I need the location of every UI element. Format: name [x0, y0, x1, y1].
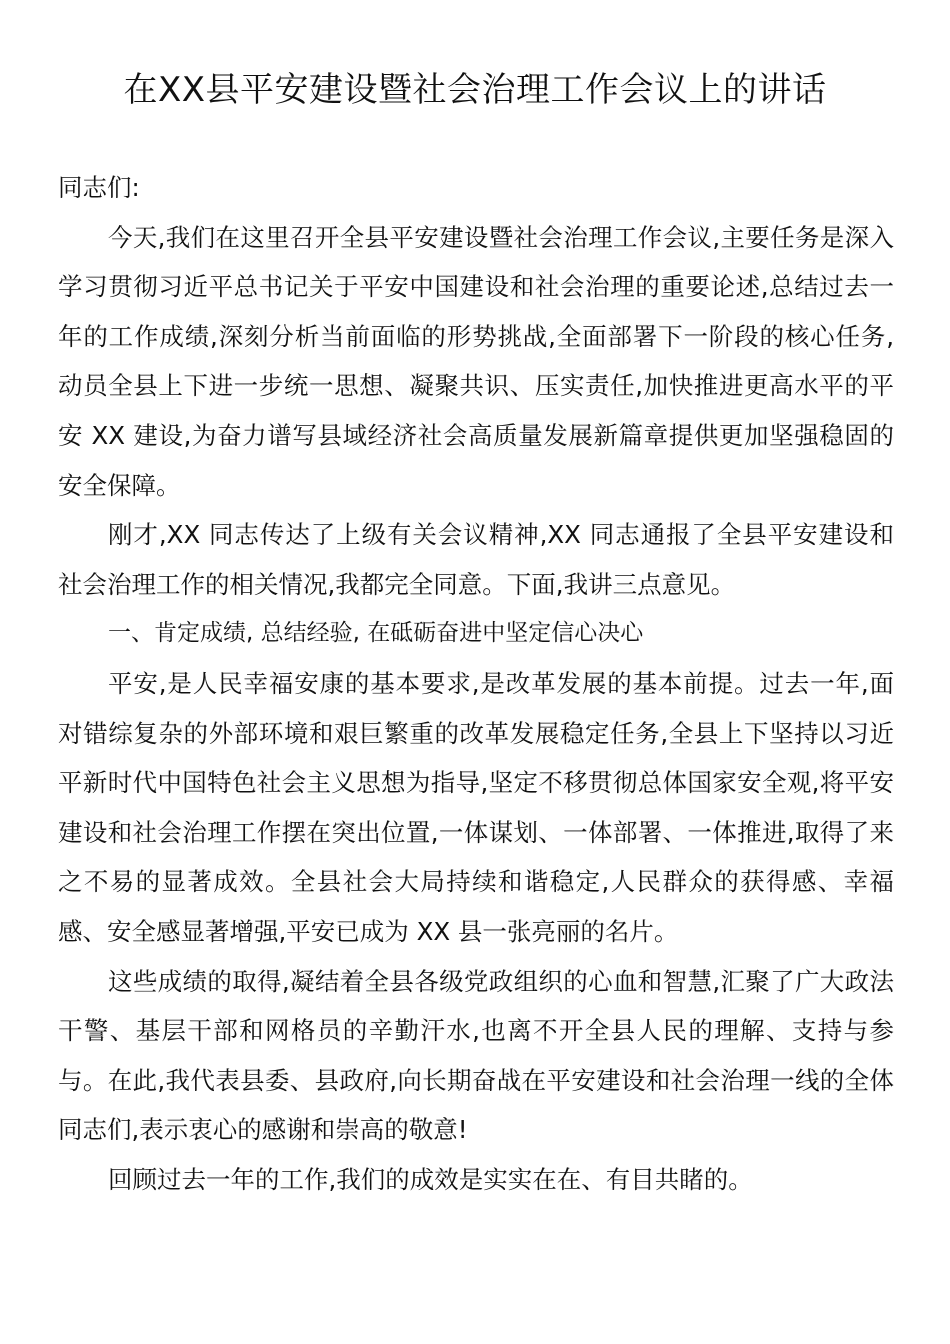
- paragraph-line: 安 XX 建设,为奋力谱写县域经济社会高质量发展新篇章提供更加坚强稳固的: [58, 420, 894, 450]
- paragraph-line: 动员全县上下进一步统一思想、凝聚共识、压实责任,加快推进更高水平的平: [58, 371, 894, 401]
- salutation: 同志们:: [58, 173, 140, 202]
- paragraph-line: 建设和社会治理工作摆在突出位置,一体谋划、一体部署、一体推进,取得了来: [58, 817, 894, 847]
- paragraph-line: 刚才,XX 同志传达了上级有关会议精神,XX 同志通报了全县平安建设和: [108, 520, 894, 550]
- paragraph-review: [58, 1155, 894, 1205]
- paragraph-line: 之不易的显著成效。全县社会大局持续和谐稳定,人民群众的获得感、幸福: [58, 867, 894, 897]
- paragraph-line: 干警、基层干部和网格员的辛勤汗水,也离不开全县人民的理解、支持与参: [58, 1016, 894, 1046]
- document-title: 在XX县平安建设暨社会治理工作会议上的讲话: [123, 70, 827, 110]
- paragraph-line: 感、安全感显著增强,平安已成为 XX 县一张亮丽的名片。: [58, 916, 679, 946]
- paragraph-line: 这些成绩的取得,凝结着全县各级党政组织的心血和智慧,汇聚了广大政法: [108, 966, 894, 996]
- paragraph-opening: [58, 213, 894, 511]
- paragraph-line: 回顾过去一年的工作,我们的成效是实实在在、有目共睹的。: [108, 1164, 753, 1194]
- paragraph-line: 年的工作成绩,深刻分析当前面临的形势挑战,全面部署下一阶段的核心任务,: [58, 321, 894, 351]
- paragraph-achievements: [58, 659, 894, 957]
- paragraph-line: 与。在此,我代表县委、县政府,向长期奋战在平安建设和社会治理一线的全体: [58, 1065, 894, 1095]
- paragraph-gratitude: [58, 957, 894, 1155]
- paragraph-line: 平安,是人民幸福安康的基本要求,是改革发展的基本前提。过去一年,面: [108, 668, 894, 698]
- paragraph-line: 同志们,表示衷心的感谢和崇高的敬意!: [58, 1115, 468, 1145]
- paragraph-line: 学习贯彻习近平总书记关于平安中国建设和社会治理的重要论述,总结过去一: [58, 272, 894, 302]
- paragraph-line: 安全保障。: [58, 470, 181, 500]
- paragraph-line: 今天,我们在这里召开全县平安建设暨社会治理工作会议,主要任务是深入: [108, 222, 894, 252]
- paragraph-line: 社会治理工作的相关情况,我都完全同意。下面,我讲三点意见。: [58, 569, 736, 599]
- paragraph-line: 对错综复杂的外部环境和艰巨繁重的改革发展稳定任务,全县上下坚持以习近: [58, 718, 894, 748]
- paragraph-line: 平新时代中国特色社会主义思想为指导,坚定不移贯彻总体国家安全观,将平安: [58, 768, 894, 798]
- paragraph-context: [58, 510, 894, 609]
- document-body: [58, 163, 894, 1204]
- section-heading: 一、肯定成绩, 总结经验, 在砥砺奋进中坚定信心决心: [108, 620, 644, 647]
